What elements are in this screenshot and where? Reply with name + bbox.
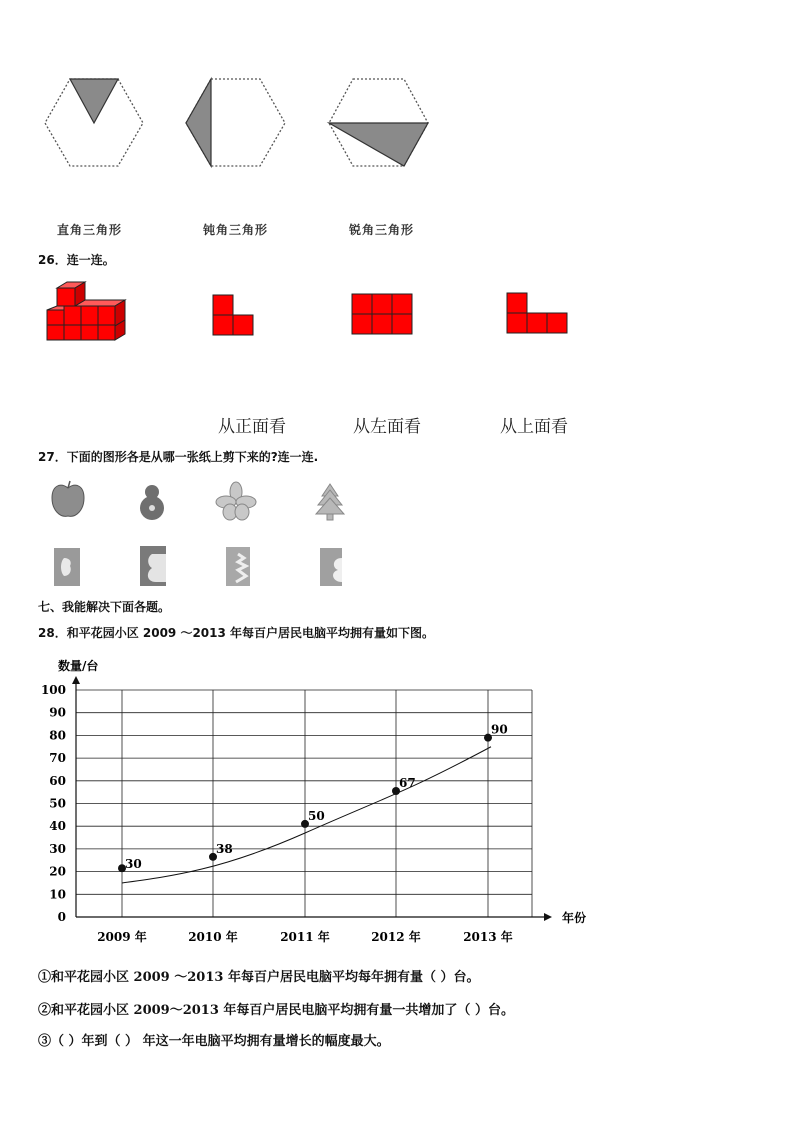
x-tick-label: 2012 年 (371, 930, 421, 944)
x-tick-label: 2010 年 (188, 930, 238, 944)
paper-piece-d (320, 548, 342, 586)
x-tick-label: 2013 年 (463, 930, 513, 944)
section-7-title: 七、我能解决下面各题。 (38, 600, 171, 614)
q28-sub-question-1: ①和平花园小区 2009 ～2013 年每百户居民电脑平均每年拥有量（ ）台。 (38, 970, 480, 985)
cube-structure (47, 282, 125, 340)
view-shape-b (352, 294, 412, 334)
y-axis-label: 数量/台 (58, 659, 99, 673)
q28-sub-question-2: ②和平花园小区 2009～2013 年每百户居民电脑平均拥有量一共增加了（ ）台。 (38, 1003, 514, 1018)
hexagon-obtuse-triangle (186, 79, 285, 166)
caption-acute-triangle: 锐角三角形 (349, 223, 415, 237)
x-axis-arrow (544, 913, 552, 921)
paper-piece-a (54, 548, 80, 586)
data-label: 50 (308, 808, 325, 823)
y-tick-label: 70 (49, 751, 66, 766)
data-label: 90 (491, 722, 508, 737)
view-shape-c (507, 293, 567, 333)
y-tick-label: 20 (49, 864, 66, 879)
q26-block-figures (40, 280, 600, 350)
view-shape-a (213, 295, 253, 335)
question-27-title: 27．下面的图形各是从哪一张纸上剪下来的?连一连. (38, 450, 319, 464)
view-label-front: 从正面看 (218, 417, 286, 437)
x-tick-label: 2009 年 (97, 930, 147, 944)
y-tick-label: 40 (49, 819, 66, 834)
data-label: 67 (399, 776, 416, 791)
gourd-shape (140, 485, 164, 520)
flower-shape (216, 482, 256, 520)
series-trend-line (122, 747, 491, 883)
hexagon-acute-triangle (329, 79, 428, 166)
tree-shape (316, 484, 344, 520)
line-chart (0, 650, 794, 950)
q28-sub-question-3: ③（ ）年到（ ） 年这一年电脑平均拥有量增长的幅度最大。 (38, 1034, 390, 1049)
y-tick-label: 30 (49, 841, 66, 856)
apple-shape (52, 481, 84, 516)
y-tick-label: 80 (49, 728, 66, 743)
question-26-title: 26．连一连。 (38, 253, 115, 267)
y-tick-label: 90 (49, 705, 66, 720)
data-label: 38 (216, 841, 233, 856)
paper-piece-b (140, 546, 166, 586)
caption-obtuse-triangle: 钝角三角形 (203, 223, 269, 237)
paper-piece-c (226, 547, 250, 586)
y-tick-label: 0 (57, 910, 66, 924)
question-28-title: 28．和平花园小区 2009 ～2013 年每百户居民电脑平均拥有量如下图。 (38, 626, 435, 640)
y-tick-label: 10 (49, 887, 66, 902)
x-axis-label: 年份 (562, 911, 587, 925)
y-axis-arrow (72, 676, 80, 684)
x-tick-label: 2011 年 (280, 930, 330, 944)
q27-cutout-figures (40, 478, 380, 593)
view-label-top: 从上面看 (500, 417, 568, 437)
hexagon-right-triangle (45, 79, 143, 166)
hexagon-figures (0, 0, 794, 250)
view-label-left: 从左面看 (353, 417, 421, 437)
y-tick-label: 100 (40, 683, 66, 697)
caption-right-triangle: 直角三角形 (57, 223, 123, 237)
y-tick-label: 60 (49, 773, 66, 788)
data-label: 30 (125, 857, 142, 872)
y-tick-label: 50 (49, 796, 66, 811)
